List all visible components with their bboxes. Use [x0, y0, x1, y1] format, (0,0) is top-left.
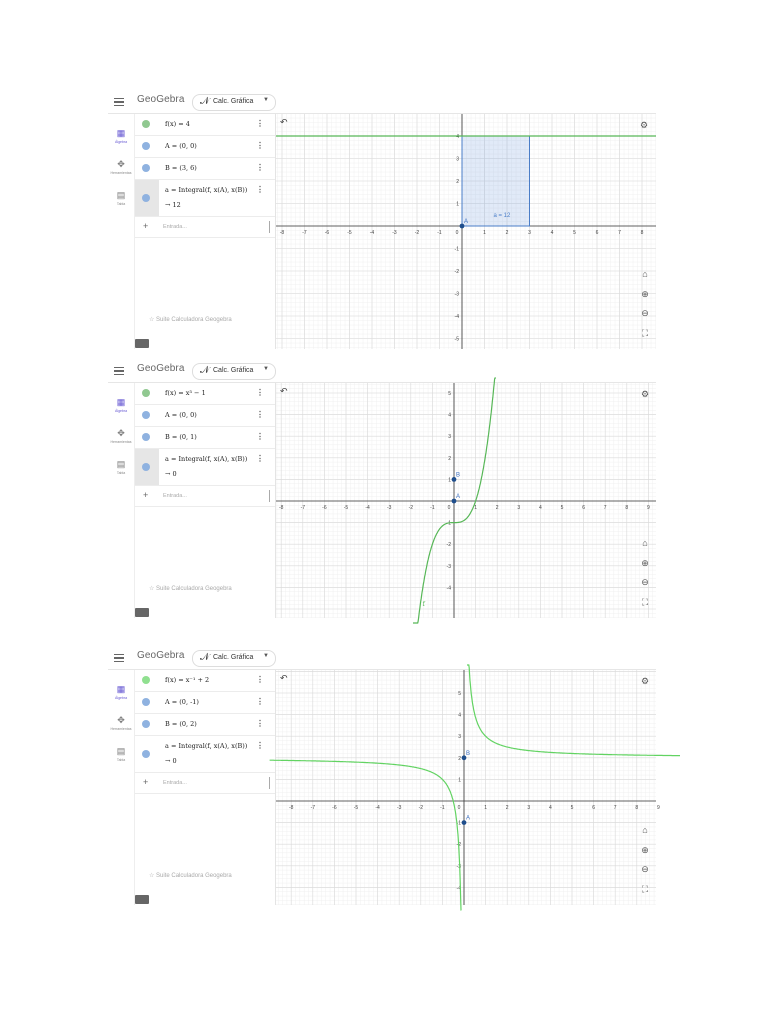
- algebra-expression: B = (3, 6): [165, 164, 197, 172]
- algebra-row[interactable]: [135, 405, 275, 427]
- home-icon[interactable]: ⌂: [642, 269, 648, 279]
- add-icon[interactable]: +: [143, 221, 149, 231]
- point-label: A: [456, 494, 461, 500]
- x-tick-label: -8: [288, 805, 294, 811]
- x-tick-label: 2: [495, 505, 499, 511]
- algebra-expression: a = Integral(f, x(A), x(B)): [165, 455, 248, 463]
- sidebar-item-table[interactable]: ▤ Tabla: [108, 746, 134, 762]
- undo-icon[interactable]: ↶: [280, 117, 288, 127]
- keyboard-icon[interactable]: [135, 895, 149, 904]
- dropdown-caret-icon: ▼: [263, 366, 269, 372]
- algebra-row[interactable]: [135, 158, 275, 180]
- x-tick-label: 9: [657, 805, 660, 811]
- x-tick-label: 4: [549, 805, 552, 811]
- x-tick-label: -2: [408, 505, 414, 511]
- calculator-icon: ▦: [116, 397, 126, 407]
- top-bar: [108, 647, 656, 670]
- y-tick-label: 1: [448, 477, 451, 484]
- keyboard-icon[interactable]: [135, 608, 149, 617]
- x-tick-label: 1: [484, 805, 487, 811]
- top-bar: [108, 91, 656, 114]
- x-tick-label: 4: [539, 505, 542, 511]
- y-tick-label: -2: [446, 542, 451, 549]
- zoom-out-icon[interactable]: ⊖: [641, 308, 649, 318]
- x-tick-label: -7: [300, 505, 306, 511]
- visibility-toggle[interactable]: [142, 720, 150, 728]
- y-tick-label: 5: [448, 391, 451, 397]
- algebra-expression: B = (0, 1): [165, 433, 197, 441]
- y-tick-label: -1: [446, 520, 451, 527]
- algebra-row[interactable]: [135, 714, 275, 736]
- geogebra-window-1: [108, 91, 656, 349]
- zoom-out-icon[interactable]: ⊖: [641, 577, 649, 587]
- algebra-expression: f(x) = x⁻¹ + 2: [165, 676, 210, 684]
- x-tick-label: 0: [455, 230, 459, 236]
- more-options-icon[interactable]: ⋮: [256, 454, 264, 463]
- more-options-icon[interactable]: ⋮: [256, 432, 264, 441]
- x-tick-label: 6: [582, 505, 585, 511]
- table-icon: ▤: [116, 459, 126, 469]
- x-tick-label: -5: [353, 805, 359, 811]
- y-tick-label: 1: [458, 777, 461, 784]
- input-bar[interactable]: [135, 217, 275, 238]
- x-tick-label: -3: [396, 805, 402, 811]
- undo-icon[interactable]: ↶: [280, 386, 288, 396]
- input-cursor: [269, 221, 270, 233]
- x-tick-label: 7: [613, 805, 617, 811]
- y-tick-label: -1: [456, 820, 461, 827]
- app-name: Calc. Gráfica: [213, 367, 254, 374]
- x-tick-label: -6: [332, 805, 337, 811]
- y-tick-label: -4: [446, 585, 451, 592]
- x-tick-label: -1: [430, 505, 435, 511]
- x-tick-label: 2: [505, 230, 509, 236]
- algebra-row[interactable]: [135, 736, 275, 773]
- algebra-expression: A = (0, -1): [165, 698, 199, 706]
- suite-label: Suite Calculadora Geogebra: [156, 873, 232, 879]
- sidebar-item-table[interactable]: ▤ Tabla: [108, 190, 134, 206]
- point-label: B: [456, 472, 461, 479]
- y-tick-label: -3: [446, 563, 451, 570]
- algebra-expression: a = Integral(f, x(A), x(B)): [165, 186, 248, 194]
- x-tick-label: 3: [517, 505, 521, 511]
- x-tick-label: 4: [550, 230, 554, 236]
- visibility-toggle[interactable]: [142, 194, 150, 202]
- x-tick-label: 7: [618, 230, 621, 236]
- graph-canvas[interactable]: [276, 114, 656, 349]
- x-tick-label: 6: [595, 230, 599, 236]
- view-sidebar: [108, 114, 135, 349]
- curve-label: f: [422, 600, 425, 608]
- x-tick-label: 9: [647, 505, 650, 511]
- x-tick-label: 7: [603, 505, 607, 511]
- x-tick-label: 5: [560, 505, 564, 511]
- visibility-toggle[interactable]: [142, 389, 150, 397]
- y-tick-label: 4: [456, 134, 459, 140]
- y-tick-label: 1: [456, 201, 459, 208]
- algebra-expression: B = (0, 2): [165, 720, 197, 728]
- hamburger-menu-icon[interactable]: [114, 652, 124, 663]
- calculator-icon: ▦: [116, 128, 126, 138]
- algebra-expression: f(x) = x³ − 1: [165, 389, 206, 397]
- suite-label: Suite Calculadora Geogebra: [156, 317, 232, 323]
- table-icon: ▤: [116, 190, 126, 200]
- x-tick-label: -6: [322, 505, 327, 511]
- x-tick-label: 3: [528, 230, 531, 236]
- app-selector[interactable]: [192, 94, 276, 111]
- algebra-row[interactable]: [135, 114, 275, 136]
- more-options-icon[interactable]: ⋮: [256, 163, 264, 172]
- add-icon[interactable]: +: [143, 777, 149, 787]
- x-tick-label: -4: [365, 505, 370, 511]
- input-placeholder: Entrada...: [163, 493, 187, 499]
- zoom-in-icon[interactable]: ⊕: [641, 289, 649, 299]
- algebra-view: [135, 114, 276, 349]
- input-cursor: [269, 490, 270, 502]
- x-tick-label: -8: [278, 505, 284, 511]
- y-tick-label: -3: [456, 863, 461, 870]
- y-tick-label: -3: [454, 291, 459, 298]
- tools-icon: ✥: [117, 159, 125, 169]
- geogebra-window-3: [108, 647, 660, 905]
- y-tick-label: 5: [458, 691, 461, 697]
- algebra-view: [135, 670, 276, 905]
- y-tick-label: 4: [448, 412, 451, 419]
- algebra-expression: a = Integral(f, x(A), x(B)): [165, 742, 248, 750]
- more-options-icon[interactable]: ⋮: [256, 410, 264, 419]
- visibility-toggle[interactable]: [142, 698, 150, 706]
- x-tick-label: -3: [386, 505, 392, 511]
- input-cursor: [269, 777, 270, 789]
- x-tick-label: 8: [635, 805, 639, 811]
- x-tick-label: -2: [418, 805, 424, 811]
- sidebar-item-tools[interactable]: ✥ Herramientas: [108, 715, 134, 731]
- visibility-toggle[interactable]: [142, 676, 150, 684]
- x-tick-label: -2: [414, 230, 420, 236]
- view-sidebar: [108, 670, 135, 905]
- home-icon[interactable]: ⌂: [642, 825, 648, 835]
- x-tick-label: 8: [640, 230, 644, 236]
- x-tick-label: 1: [483, 230, 486, 236]
- x-tick-label: -4: [369, 230, 375, 236]
- dropdown-caret-icon: ▼: [263, 653, 269, 659]
- algebra-row[interactable]: [135, 427, 275, 449]
- geogebra-logo: GeoGebra: [137, 650, 185, 661]
- algebra-expression: A = (0, 0): [165, 411, 197, 419]
- input-placeholder: Entrada...: [163, 780, 187, 786]
- x-tick-label: 8: [625, 505, 629, 511]
- graphing-app-icon: 𝒩: [200, 652, 210, 663]
- settings-gear-icon[interactable]: ⚙: [640, 676, 650, 686]
- sidebar-item-tools[interactable]: ✥ Herramientas: [108, 428, 134, 444]
- x-tick-label: 1: [474, 505, 477, 511]
- table-icon: ▤: [116, 746, 126, 756]
- sidebar-item-algebra[interactable]: ▦ Álgebra: [108, 684, 134, 700]
- zoom-in-icon[interactable]: ⊕: [641, 845, 649, 855]
- x-tick-label: 5: [573, 230, 576, 236]
- more-options-icon[interactable]: ⋮: [256, 185, 264, 194]
- graphing-app-icon: 𝒩: [200, 96, 210, 107]
- hamburger-menu-icon[interactable]: [114, 365, 124, 376]
- more-options-icon[interactable]: ⋮: [256, 388, 264, 397]
- geogebra-logo: GeoGebra: [137, 363, 185, 374]
- x-tick-label: -3: [392, 230, 397, 236]
- point-label: B: [466, 750, 471, 757]
- x-tick-label: -5: [343, 505, 349, 511]
- y-tick-label: -1: [454, 246, 459, 253]
- algebra-row[interactable]: [135, 692, 275, 714]
- y-tick-label: 4: [458, 712, 461, 719]
- input-bar[interactable]: [135, 773, 275, 794]
- y-tick-label: -2: [454, 269, 459, 275]
- view-sidebar: [108, 383, 135, 618]
- algebra-result: → 0: [165, 470, 177, 478]
- geogebra-window-2: [108, 360, 656, 618]
- x-tick-label: 3: [527, 805, 531, 811]
- undo-icon[interactable]: ↶: [280, 673, 288, 683]
- keyboard-icon[interactable]: [135, 339, 149, 348]
- algebra-view: [135, 383, 276, 618]
- algebra-expression: A = (0, 0): [165, 142, 197, 150]
- input-placeholder: Entrada...: [163, 224, 187, 230]
- home-icon[interactable]: ⌂: [642, 538, 648, 548]
- point-label: A: [464, 219, 469, 225]
- sidebar-item-algebra[interactable]: ▦ Álgebra: [108, 128, 134, 144]
- y-tick-label: -2: [456, 842, 461, 849]
- top-bar: [108, 360, 656, 383]
- zoom-out-icon[interactable]: ⊖: [641, 864, 649, 874]
- visibility-toggle[interactable]: [142, 142, 150, 150]
- y-tick-label: 3: [456, 156, 459, 163]
- visibility-toggle[interactable]: [142, 750, 150, 758]
- suite-link[interactable]: ☆ Suite Calculadora Geogebra: [149, 873, 232, 879]
- suite-label: Suite Calculadora Geogebra: [156, 586, 232, 592]
- app-name: Calc. Gráfica: [213, 654, 254, 661]
- app-selector[interactable]: [192, 363, 276, 380]
- x-tick-label: 0: [457, 805, 461, 811]
- more-options-icon[interactable]: ⋮: [256, 675, 264, 684]
- graph-canvas[interactable]: [276, 383, 656, 618]
- sidebar-item-table[interactable]: ▤ Tabla: [108, 459, 134, 475]
- input-bar[interactable]: [135, 486, 275, 507]
- geogebra-logo: GeoGebra: [137, 94, 185, 105]
- dropdown-caret-icon: ▼: [263, 97, 269, 103]
- zoom-in-icon[interactable]: ⊕: [641, 558, 649, 568]
- suite-link[interactable]: ☆ Suite Calculadora Geogebra: [149, 586, 232, 592]
- visibility-toggle[interactable]: [142, 164, 150, 172]
- y-tick-label: 3: [458, 734, 461, 741]
- y-tick-label: -5: [454, 336, 459, 343]
- more-options-icon[interactable]: ⋮: [256, 141, 264, 150]
- x-tick-label: -1: [437, 230, 442, 236]
- x-tick-label: -7: [302, 230, 307, 236]
- y-tick-label: -4: [454, 314, 459, 320]
- x-tick-label: 0: [447, 505, 451, 511]
- visibility-toggle[interactable]: [142, 411, 150, 419]
- settings-gear-icon[interactable]: ⚙: [639, 120, 649, 130]
- visibility-toggle[interactable]: [142, 433, 150, 441]
- sidebar-item-tools[interactable]: ✥ Herramientas: [108, 159, 134, 175]
- fullscreen-icon[interactable]: ⛶: [641, 884, 649, 894]
- algebra-row[interactable]: [135, 449, 275, 486]
- graphics-view[interactable]: [276, 670, 660, 905]
- suite-link[interactable]: ☆ Suite Calculadora Geogebra: [149, 317, 232, 323]
- algebra-result: → 0: [165, 757, 177, 765]
- hamburger-menu-icon[interactable]: [114, 96, 124, 107]
- calculator-icon: ▦: [116, 684, 126, 694]
- algebra-result: → 12: [165, 201, 181, 209]
- algebra-row[interactable]: [135, 136, 275, 158]
- x-tick-label: -6: [324, 230, 330, 236]
- more-options-icon[interactable]: ⋮: [256, 719, 264, 728]
- sidebar-item-algebra[interactable]: ▦ Álgebra: [108, 397, 134, 413]
- fullscreen-icon[interactable]: ⛶: [641, 597, 649, 607]
- graphics-view[interactable]: [276, 114, 656, 349]
- add-icon[interactable]: +: [143, 490, 149, 500]
- y-tick-label: 3: [448, 434, 451, 441]
- x-tick-label: 5: [570, 805, 574, 811]
- x-tick-label: -7: [310, 805, 316, 811]
- visibility-toggle[interactable]: [142, 120, 150, 128]
- visibility-toggle[interactable]: [142, 463, 150, 471]
- y-tick-label: 2: [448, 455, 451, 462]
- graphics-view[interactable]: [276, 383, 656, 618]
- algebra-row[interactable]: [135, 383, 275, 405]
- algebra-row[interactable]: [135, 670, 275, 692]
- x-tick-label: -5: [347, 230, 352, 236]
- integral-label: a = 12: [493, 213, 511, 219]
- point-label: A: [466, 815, 471, 822]
- graph-canvas[interactable]: [276, 670, 660, 905]
- more-options-icon[interactable]: ⋮: [256, 119, 264, 128]
- app-name: Calc. Gráfica: [213, 98, 254, 105]
- x-tick-label: 2: [505, 805, 509, 811]
- graphing-app-icon: 𝒩: [200, 365, 210, 376]
- x-tick-label: -8: [279, 230, 285, 236]
- y-tick-label: 2: [458, 755, 461, 762]
- x-tick-label: -4: [375, 805, 380, 811]
- y-tick-label: -4: [456, 885, 461, 892]
- y-tick-label: 2: [456, 179, 459, 185]
- x-tick-label: 6: [592, 805, 595, 811]
- more-options-icon[interactable]: ⋮: [256, 741, 264, 750]
- x-tick-label: -1: [440, 805, 445, 811]
- app-selector[interactable]: [192, 650, 276, 667]
- more-options-icon[interactable]: ⋮: [256, 697, 264, 706]
- tools-icon: ✥: [117, 715, 125, 725]
- tools-icon: ✥: [117, 428, 125, 438]
- settings-gear-icon[interactable]: ⚙: [640, 389, 650, 399]
- fullscreen-icon[interactable]: ⛶: [641, 328, 649, 338]
- algebra-row[interactable]: [135, 180, 275, 217]
- algebra-expression: f(x) = 4: [165, 120, 190, 128]
